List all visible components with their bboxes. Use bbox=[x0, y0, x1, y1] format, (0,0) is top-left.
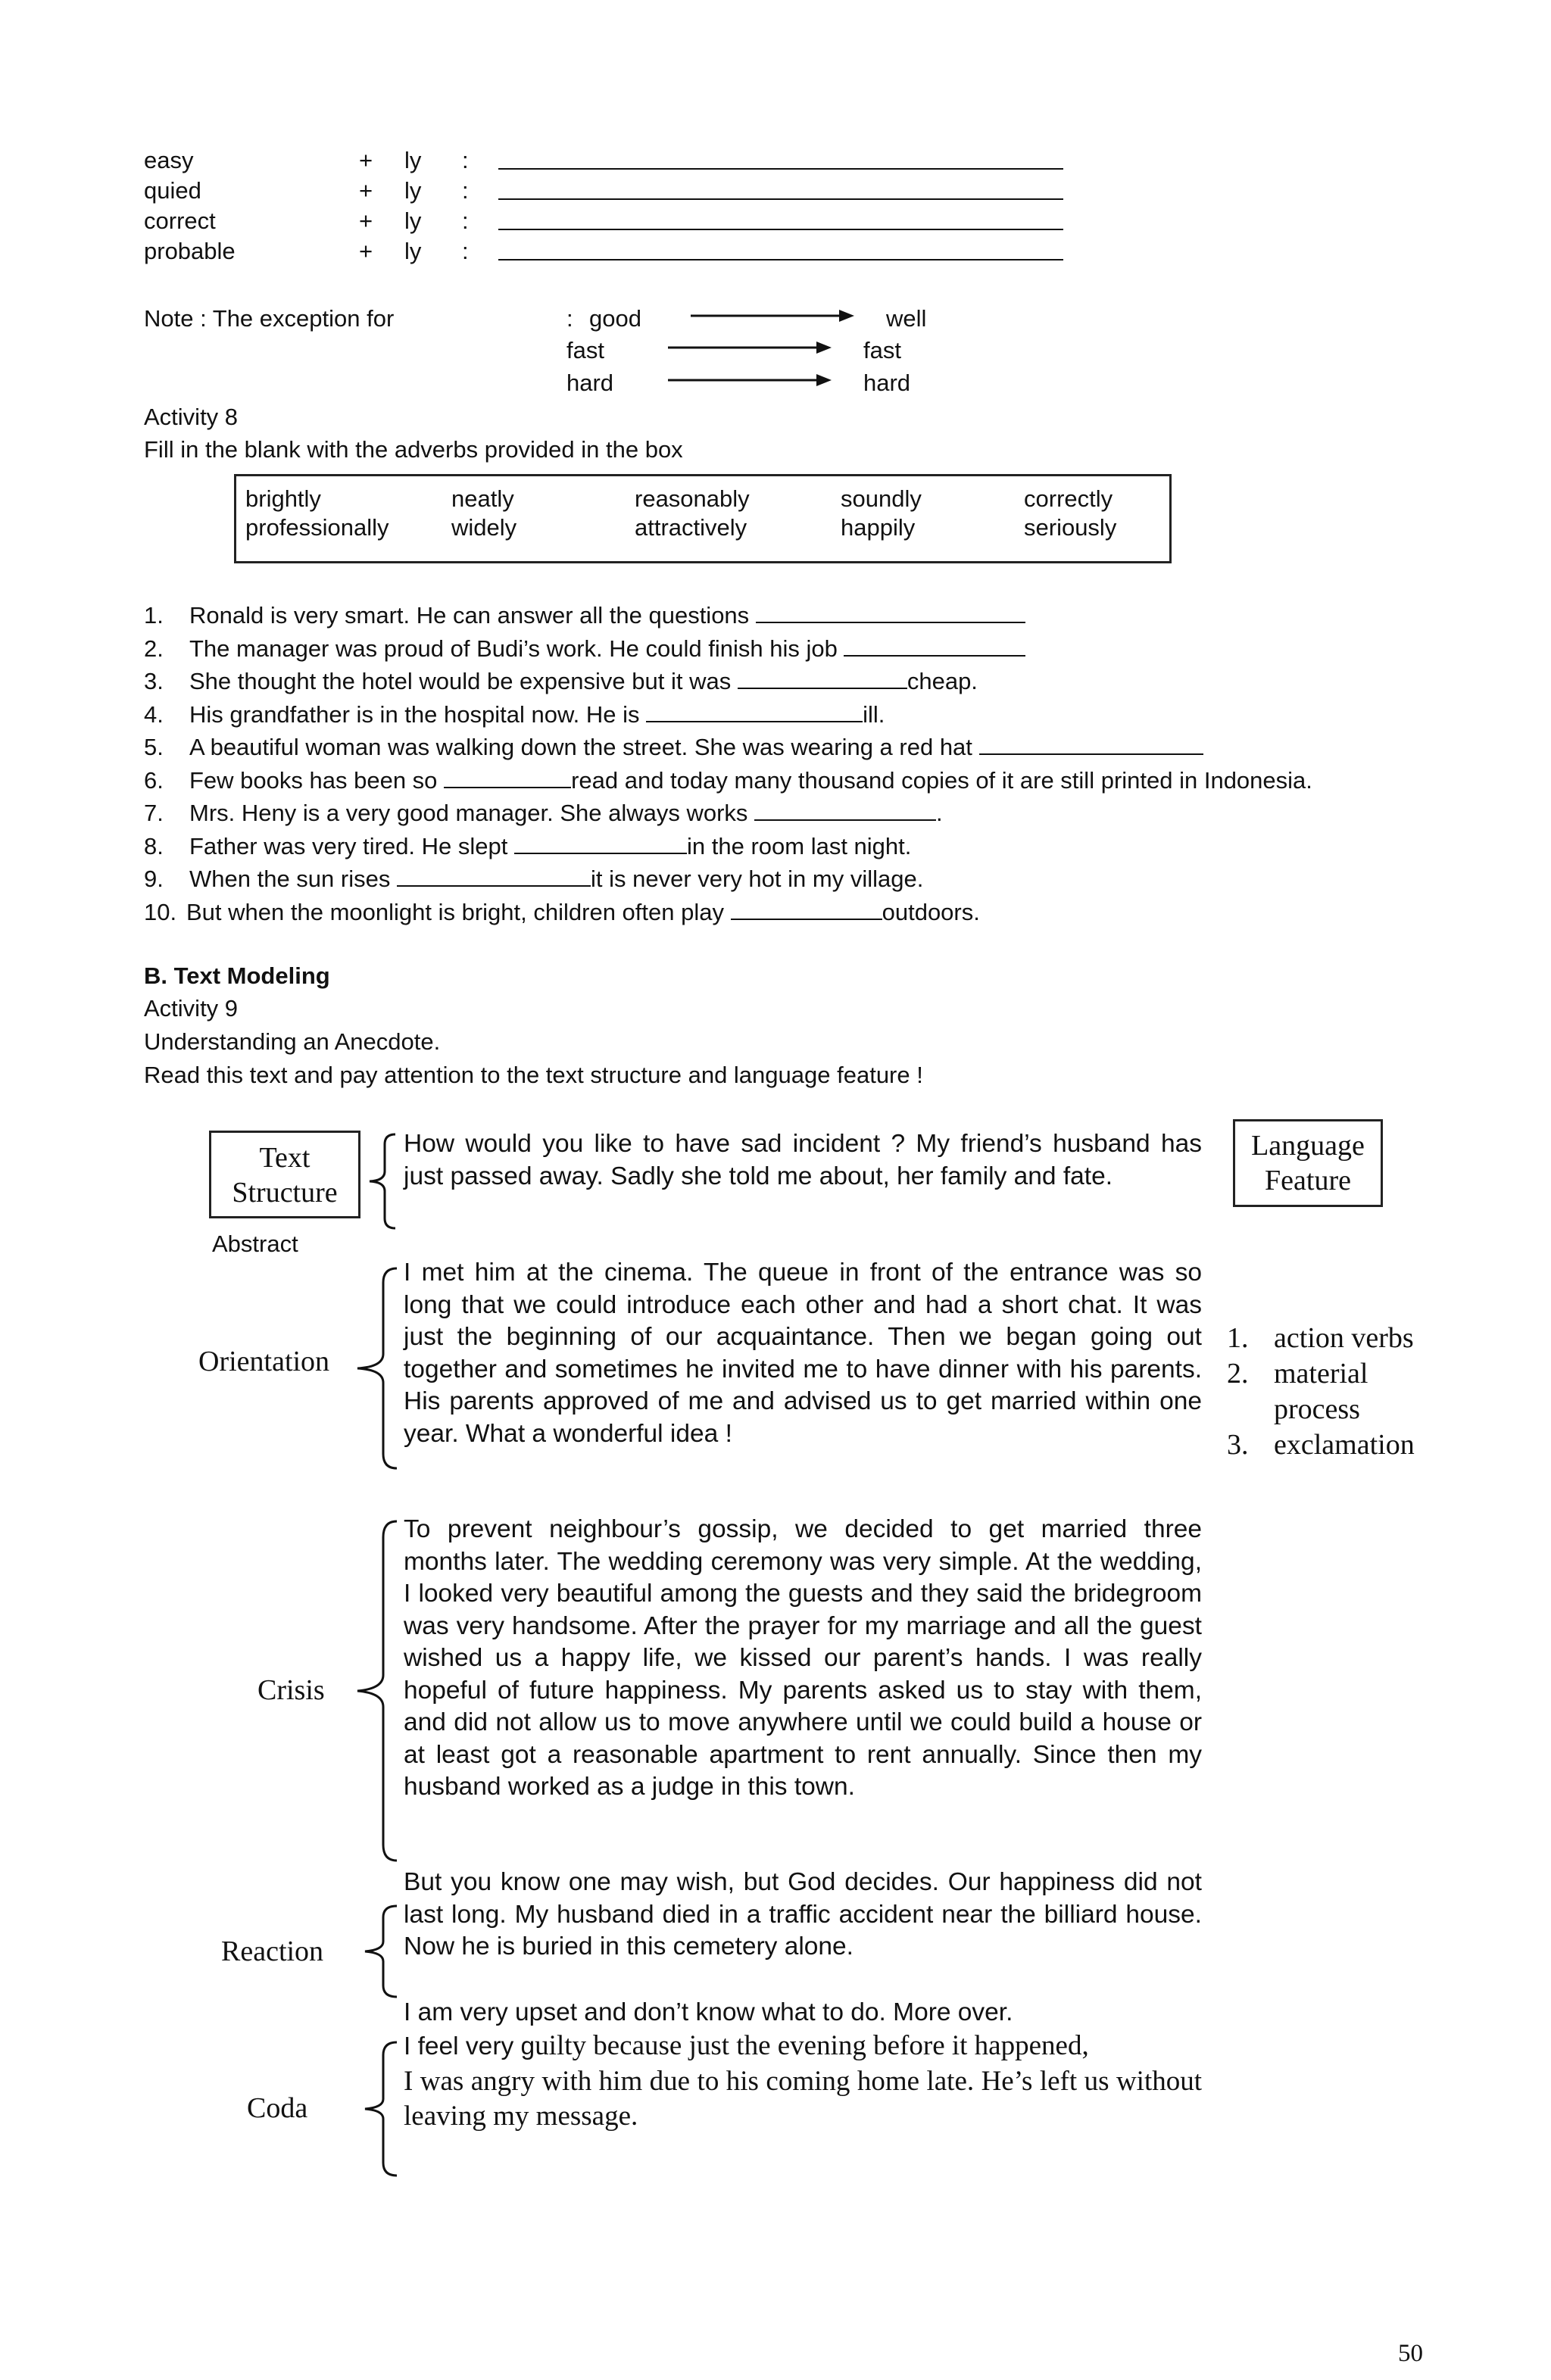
adverb-word-box bbox=[234, 474, 1172, 563]
arrow-right-icon bbox=[691, 307, 857, 325]
item-number: 1. bbox=[144, 602, 164, 629]
answer-blank[interactable] bbox=[498, 259, 1063, 260]
item-text: Ronald is very smart. He can answer all the questions bbox=[189, 602, 750, 629]
item-text: ill. bbox=[863, 700, 885, 728]
item-number: 2. bbox=[1227, 1358, 1249, 1390]
activity-9-instruction: Read this text and pay attention to the text structure and language feature ! bbox=[144, 1062, 923, 1088]
curly-brace-icon bbox=[356, 2040, 401, 2178]
coda-text-sans: I feel very g bbox=[404, 2032, 535, 2060]
adverb-option: reasonably bbox=[635, 485, 750, 512]
text-structure-box bbox=[209, 1131, 360, 1218]
answer-blank[interactable] bbox=[397, 862, 591, 887]
suffix: ly bbox=[404, 238, 422, 264]
suffix: ly bbox=[404, 207, 422, 234]
answer-blank[interactable] bbox=[738, 665, 907, 689]
exception-to: well bbox=[886, 305, 927, 332]
adverb-option: correctly bbox=[1024, 485, 1113, 512]
item-text: in the room last night. bbox=[687, 832, 912, 859]
colon: : bbox=[462, 238, 469, 264]
plus-sign: + bbox=[359, 177, 373, 204]
arrow-right-icon bbox=[668, 338, 835, 357]
answer-blank[interactable] bbox=[444, 764, 571, 788]
coda-text-serif: uilty because just the evening before it happened, bbox=[535, 2030, 1089, 2061]
item-number: 3. bbox=[1227, 1429, 1249, 1461]
adverb-option: professionally bbox=[245, 514, 389, 541]
abstract-paragraph: How would you like to have sad incident ? My friend’s husband has just passed away. Sadly she told me about, her family and fate. bbox=[404, 1130, 1202, 1190]
item-text: it is never very hot in my village. bbox=[590, 866, 924, 892]
arrow-right-icon bbox=[668, 371, 835, 389]
item-number: 4. bbox=[144, 700, 164, 728]
adverb-option: neatly bbox=[451, 485, 514, 512]
adverb-option: attractively bbox=[635, 514, 747, 541]
colon: : bbox=[462, 177, 469, 204]
activity-8-title: Activity 8 bbox=[144, 404, 239, 430]
item-text: Father was very tired. He slept bbox=[189, 832, 508, 859]
activity-8-instruction: Fill in the blank with the adverbs provided in the box bbox=[144, 436, 683, 463]
base-word: quied bbox=[144, 177, 201, 204]
exception-to: fast bbox=[863, 337, 901, 363]
exercise-list bbox=[144, 599, 1401, 932]
adverb-option: seriously bbox=[1024, 514, 1117, 541]
language-feature-box bbox=[1233, 1119, 1383, 1207]
item-number: 3. bbox=[144, 668, 164, 694]
colon: : bbox=[462, 207, 469, 234]
language-feature-box-line: Feature bbox=[1265, 1165, 1351, 1196]
item-number: 9. bbox=[144, 866, 164, 892]
item-text: The manager was proud of Budi’s work. He could finish his job bbox=[189, 635, 838, 662]
base-word: easy bbox=[144, 147, 194, 173]
crisis-label: Crisis bbox=[257, 1674, 325, 1706]
text-structure-box-line: Structure bbox=[232, 1177, 338, 1209]
answer-blank[interactable] bbox=[498, 168, 1063, 170]
reaction-label: Reaction bbox=[221, 1936, 324, 1967]
item-text: A beautiful woman was walking down the street. She was wearing a red hat bbox=[189, 734, 972, 760]
adverb-option: brightly bbox=[245, 485, 321, 512]
answer-blank[interactable] bbox=[754, 797, 936, 821]
item-text: Mrs. Heny is a very good manager. She always works bbox=[189, 800, 748, 826]
item-number: 8. bbox=[144, 832, 164, 859]
adverb-option: soundly bbox=[841, 485, 922, 512]
orientation-paragraph: I met him at the cinema. The queue in front of the entrance was so long that we could introduce each other and had a short chat. It was just the beginning of our acquaintance. Then we began going out together and sometimes he invited me to have dinner with his parents. His parents approved of me and advised us to get married within one year. What a wonderful idea ! bbox=[404, 1259, 1202, 1448]
adverb-option: happily bbox=[841, 514, 916, 541]
item-text: read and today many thousand copies of it are still printed in Indonesia. bbox=[571, 766, 1312, 794]
item-text: Few books has been so bbox=[189, 766, 438, 794]
item-text: action verbs bbox=[1274, 1322, 1414, 1354]
curly-brace-icon bbox=[362, 1132, 400, 1231]
item-text: cheap. bbox=[907, 668, 978, 694]
reaction-paragraph: But you know one may wish, but God decides. Our happiness did not last long. My husband died in a traffic accident near the billiard house. Now he is buried in this cemetery alone. bbox=[404, 1868, 1202, 1960]
adverb-option: widely bbox=[451, 514, 517, 541]
language-feature-box-line: Language bbox=[1251, 1130, 1365, 1162]
curly-brace-icon bbox=[356, 1904, 401, 1999]
section-b-heading: B. Text Modeling bbox=[144, 962, 330, 989]
answer-blank[interactable] bbox=[514, 830, 687, 854]
coda-rest-paragraph: I was angry with him due to his coming home late. He’s left us without leaving my message. bbox=[404, 2066, 1202, 2132]
curly-brace-icon bbox=[350, 1519, 403, 1863]
item-number: 5. bbox=[144, 734, 164, 760]
suffix: ly bbox=[404, 177, 422, 204]
answer-blank[interactable] bbox=[498, 229, 1063, 230]
item-number: 2. bbox=[144, 635, 164, 662]
item-number: 6. bbox=[144, 766, 164, 794]
item-number: 7. bbox=[144, 800, 164, 826]
suffix: ly bbox=[404, 147, 422, 173]
item-text: . bbox=[936, 800, 943, 826]
exception-colon: : bbox=[566, 305, 573, 332]
activity-9-subtitle: Understanding an Anecdote. bbox=[144, 1028, 441, 1055]
text-structure-box-line: Text bbox=[259, 1142, 311, 1174]
exception-from: good bbox=[589, 305, 641, 332]
answer-blank[interactable] bbox=[498, 198, 1063, 200]
base-word: correct bbox=[144, 207, 216, 234]
coda-first-line: I am very upset and don’t know what to do. More over. bbox=[404, 1998, 1013, 2026]
item-text: She thought the hotel would be expensive but it was bbox=[189, 668, 732, 694]
activity-9-title: Activity 9 bbox=[144, 995, 239, 1022]
page-number: 50 bbox=[1398, 2340, 1423, 2367]
exception-from: hard bbox=[566, 370, 614, 396]
exception-to: hard bbox=[863, 370, 911, 396]
item-text: When the sun rises bbox=[189, 866, 391, 892]
colon: : bbox=[462, 147, 469, 173]
orientation-label: Orientation bbox=[198, 1346, 330, 1377]
item-text: process bbox=[1274, 1393, 1360, 1425]
coda-paragraph bbox=[404, 2029, 1206, 2062]
answer-blank[interactable] bbox=[979, 731, 1203, 755]
crisis-paragraph: To prevent neighbour’s gossip, we decided to get married three months later. The wedding ceremony was very simple. At the wedding, I looked very beautiful among the guests and they said the bridegroom was very handsome. After the prayer for my marriage and all the guest wished us a happy life, we kissed our parent’s hands. I was really hopeful of future happiness. My parents asked us to stay with them, and did not allow us to move anywhere until we could build a house or at least got a reasonable apartment to rent annually. Since then my husband worked as a judge in this town. bbox=[404, 1515, 1202, 1801]
abstract-label: Abstract bbox=[212, 1231, 298, 1257]
answer-blank[interactable] bbox=[646, 698, 863, 722]
coda-label: Coda bbox=[247, 2092, 308, 2124]
plus-sign: + bbox=[359, 207, 373, 234]
exception-from: fast bbox=[566, 337, 604, 363]
answer-blank[interactable] bbox=[756, 599, 1025, 623]
exception-note-label: Note : The exception for bbox=[144, 305, 395, 332]
item-text: But when the moonlight is bright, children often play bbox=[186, 898, 724, 925]
item-text: material bbox=[1274, 1358, 1368, 1390]
base-word: probable bbox=[144, 238, 236, 264]
word-formation-table bbox=[144, 144, 1075, 273]
plus-sign: + bbox=[359, 147, 373, 173]
item-text: His grandfather is in the hospital now. He is bbox=[189, 700, 640, 728]
curly-brace-icon bbox=[350, 1266, 403, 1471]
plus-sign: + bbox=[359, 238, 373, 264]
item-text: outdoors. bbox=[882, 898, 980, 925]
item-text: exclamation bbox=[1274, 1429, 1415, 1461]
answer-blank[interactable] bbox=[731, 896, 882, 920]
item-number: 10. bbox=[144, 898, 177, 925]
exception-list-rest bbox=[566, 334, 1021, 402]
item-number: 1. bbox=[1227, 1322, 1249, 1354]
answer-blank[interactable] bbox=[844, 632, 1025, 657]
